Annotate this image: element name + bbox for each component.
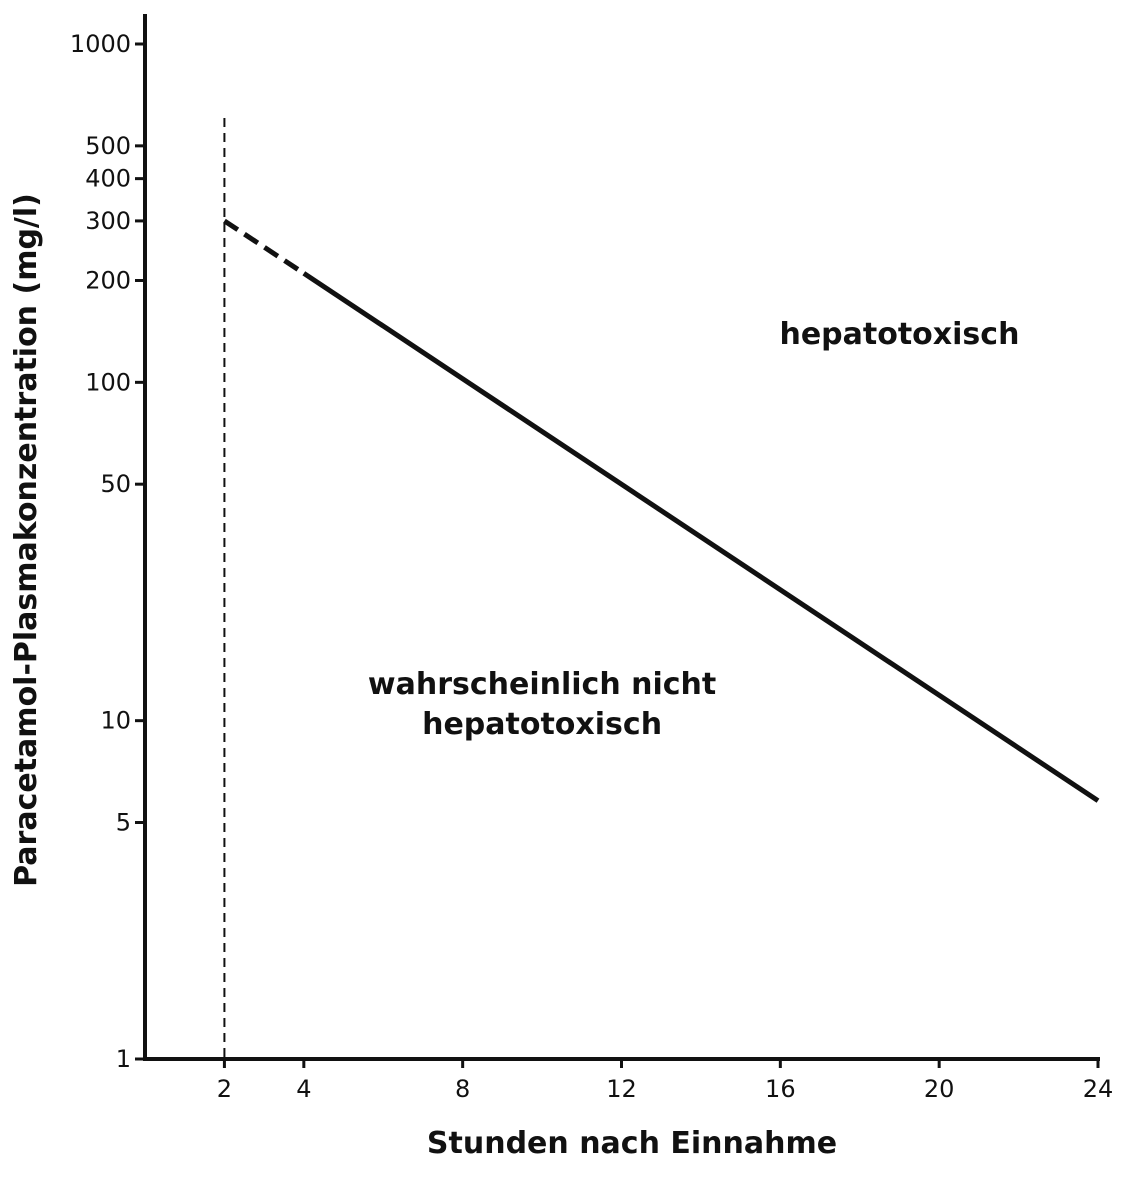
x-tick-label: 12: [606, 1075, 637, 1103]
y-tick-label: 1000: [69, 30, 131, 58]
x-tick-label: 4: [296, 1075, 312, 1103]
region-label-line: hepatotoxisch: [422, 706, 663, 742]
y-axis-title: Paracetamol-Plasmakonzentration (mg/l): [9, 193, 44, 887]
y-tick-label: 100: [85, 368, 131, 397]
x-tick-label: 20: [923, 1075, 955, 1103]
region-label-line: wahrscheinlich nicht: [367, 666, 717, 702]
x-tick-label: 24: [1082, 1075, 1114, 1103]
y-tick-label: 1: [115, 1045, 131, 1073]
x-axis-title: Stunden nach Einnahme: [426, 1126, 838, 1161]
y-axis-ticks: [70, 30, 145, 1073]
x-tick-label: 8: [455, 1075, 471, 1103]
y-tick-label: 10: [100, 706, 131, 735]
y-tick-label: 500: [85, 131, 131, 160]
region-label-line: hepatotoxisch: [779, 316, 1020, 352]
y-tick-label: 50: [100, 470, 131, 499]
y-tick-label: 200: [85, 266, 131, 295]
threshold-line-dashed: [224, 221, 303, 273]
y-tick-label: 300: [85, 206, 131, 235]
x-tick-label: 2: [216, 1075, 233, 1103]
x-axis-ticks: [217, 1059, 1113, 1103]
x-tick-label: 16: [765, 1075, 796, 1103]
y-tick-label: 400: [85, 164, 131, 193]
y-tick-label: 5: [115, 808, 131, 837]
